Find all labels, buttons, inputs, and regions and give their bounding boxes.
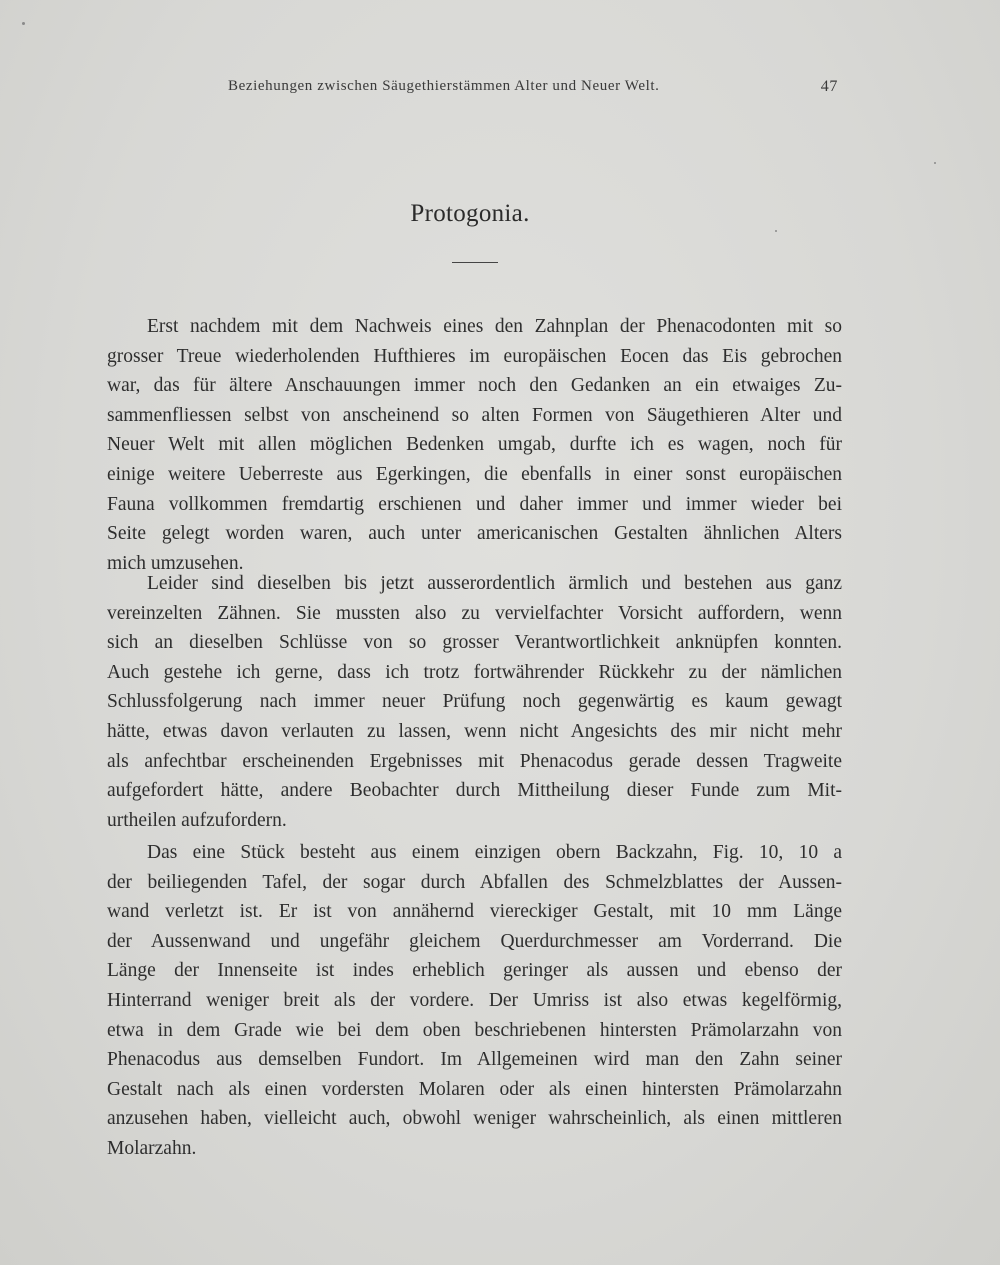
text-line: wand verletzt ist. Er ist von annähernd viereckiger Gestalt, mit 10 mm Länge (107, 901, 842, 923)
section-title: Protogonia. (410, 200, 530, 227)
text-line: der Aussenwand und ungefähr gleichem Querdurchmesser am Vorderrand. Die (107, 930, 842, 952)
text-line: Länge der Innenseite ist indes erheblich geringer als aussen und ebenso der (107, 960, 842, 982)
paragraph-2 (107, 569, 842, 835)
text-line: vereinzelten Zähnen. Sie mussten also zu vervielfachter Vorsicht auffordern, wenn (107, 602, 842, 624)
text-line: grosser Treue wiederholenden Hufthieres im europäischen Eocen das Eis gebrochen (107, 345, 842, 367)
text-line: Neuer Welt mit allen möglichen Bedenken umgab, durfte ich es wagen, noch für (107, 434, 842, 456)
text-line: aufgefordert hätte, andere Beobachter durch Mittheilung dieser Funde zum Mit- (107, 780, 842, 802)
page-number: 47 (820, 78, 838, 95)
running-title: Beziehungen zwischen Säugethierstämmen Alter und Neuer Welt. (228, 78, 660, 94)
text-line: anzusehen haben, vielleicht auch, obwohl weniger wahrscheinlich, als einen mittleren (107, 1108, 842, 1130)
text-line: urtheilen aufzufordern. (107, 809, 287, 831)
text-line: Hinterrand weniger breit als der vordere. Der Umriss ist also etwas kegelförmig, (107, 989, 842, 1011)
text-line: sammenfliessen selbst von anscheinend so alten Formen von Säugethieren Alter und (107, 404, 842, 426)
title-rule (452, 262, 498, 263)
text-line: war, das für ältere Anschauungen immer noch den Gedanken an ein etwaiges Zu- (107, 375, 842, 397)
text-line: Auch gestehe ich gerne, dass ich trotz fortwährender Rückkehr zu der nämlichen (107, 661, 842, 683)
paper-speck (934, 162, 936, 164)
text-line: sich an dieselben Schlüsse von so grosser Verantwortlichkeit anknüpfen konnten. (107, 632, 842, 654)
paper-speck (775, 230, 777, 232)
text-line: als anfechtbar erscheinenden Ergebnisses mit Phenacodus gerade dessen Tragweite (107, 750, 842, 772)
text-line: Molarzahn. (107, 1137, 197, 1159)
text-line: etwa in dem Grade wie bei dem oben beschriebenen hintersten Prämolarzahn von (107, 1019, 842, 1041)
paragraph-3 (107, 838, 842, 1164)
paragraph-1 (107, 312, 842, 578)
text-line: hätte, etwas davon verlauten zu lassen, wenn nicht Angesichts des mir nicht mehr (107, 720, 842, 742)
running-head (228, 78, 838, 98)
text-line: einige weitere Ueberreste aus Egerkingen, die ebenfalls in einer sonst europäischen (107, 463, 842, 485)
text-line: Seite gelegt worden waren, auch unter americanischen Gestalten ähnlichen Alters (107, 523, 842, 545)
text-line: Phenacodus aus demselben Fundort. Im Allgemeinen wird man den Zahn seiner (107, 1049, 842, 1071)
paper-speck (22, 22, 25, 25)
text-line: mich umzusehen. (107, 552, 244, 574)
text-line: Leider sind dieselben bis jetzt ausserordentlich ärmlich und bestehen aus ganz (147, 573, 842, 594)
text-line: Gestalt nach als einen vordersten Molaren oder als einen hintersten Prämolarzahn (107, 1078, 842, 1100)
text-line: Schlussfolgerung nach immer neuer Prüfung noch gegenwärtig es kaum gewagt (107, 691, 842, 713)
text-line: Das eine Stück besteht aus einem einzigen obern Backzahn, Fig. 10, 10 a (147, 842, 842, 863)
text-line: der beiliegenden Tafel, der sogar durch Abfallen des Schmelzblattes der Aussen- (107, 871, 842, 893)
text-line: Fauna vollkommen fremdartig erschienen und daher immer und immer wieder bei (107, 493, 842, 515)
text-line: Erst nachdem mit dem Nachweis eines den Zahnplan der Phenacodonten mit so (147, 316, 842, 337)
